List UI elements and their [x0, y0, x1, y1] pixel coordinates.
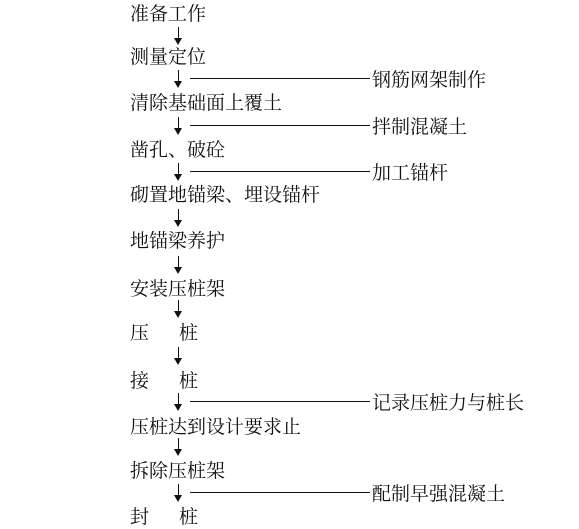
branch-connector — [190, 171, 370, 172]
arrow-down-icon — [173, 209, 185, 229]
branch-connector — [190, 78, 370, 79]
step-press-pile-char1: 压 — [130, 322, 150, 344]
branch-connector — [190, 492, 370, 493]
step-drill-break: 凿孔、破砼 — [130, 139, 226, 161]
branch-process-anchor: 加工锚杆 — [372, 162, 449, 184]
branch-mix-concrete: 拌制混凝土 — [372, 116, 468, 138]
step-press-pile — [130, 322, 198, 344]
arrow-down-icon — [173, 347, 185, 367]
step-join-pile — [130, 370, 198, 392]
step-prepare: 准备工作 — [130, 3, 207, 25]
branch-connector — [190, 125, 370, 126]
step-seal-pile-char1: 封 — [130, 506, 150, 528]
arrow-down-icon — [173, 27, 185, 47]
step-clear-soil: 清除基础面上覆土 — [130, 92, 283, 114]
arrow-down-icon — [173, 163, 185, 183]
step-press-pile-char2: 桩 — [179, 322, 199, 344]
step-build-anchor-beam: 砌置地锚梁、埋设锚杆 — [130, 184, 321, 206]
arrow-down-icon — [173, 393, 185, 413]
step-anchor-beam-cure: 地锚梁养护 — [130, 230, 226, 252]
step-survey: 测量定位 — [130, 46, 207, 68]
arrow-down-icon — [173, 117, 185, 137]
step-seal-pile — [130, 506, 198, 528]
arrow-down-icon — [173, 256, 185, 276]
step-install-frame: 安装压桩架 — [130, 278, 226, 300]
arrow-down-icon — [173, 70, 185, 90]
branch-rebar-mesh: 钢筋网架制作 — [372, 69, 487, 91]
step-reach-design: 压桩达到设计要求止 — [130, 416, 302, 438]
branch-record-force: 记录压桩力与桩长 — [372, 392, 525, 414]
branch-connector — [190, 401, 370, 402]
arrow-down-icon — [173, 484, 185, 504]
step-remove-frame: 拆除压桩架 — [130, 460, 226, 482]
arrow-down-icon — [173, 438, 185, 458]
step-join-pile-char2: 桩 — [179, 370, 199, 392]
arrow-down-icon — [173, 300, 185, 320]
branch-early-strength: 配制早强混凝土 — [372, 483, 506, 505]
step-join-pile-char1: 接 — [130, 370, 150, 392]
step-seal-pile-char2: 桩 — [179, 506, 199, 528]
